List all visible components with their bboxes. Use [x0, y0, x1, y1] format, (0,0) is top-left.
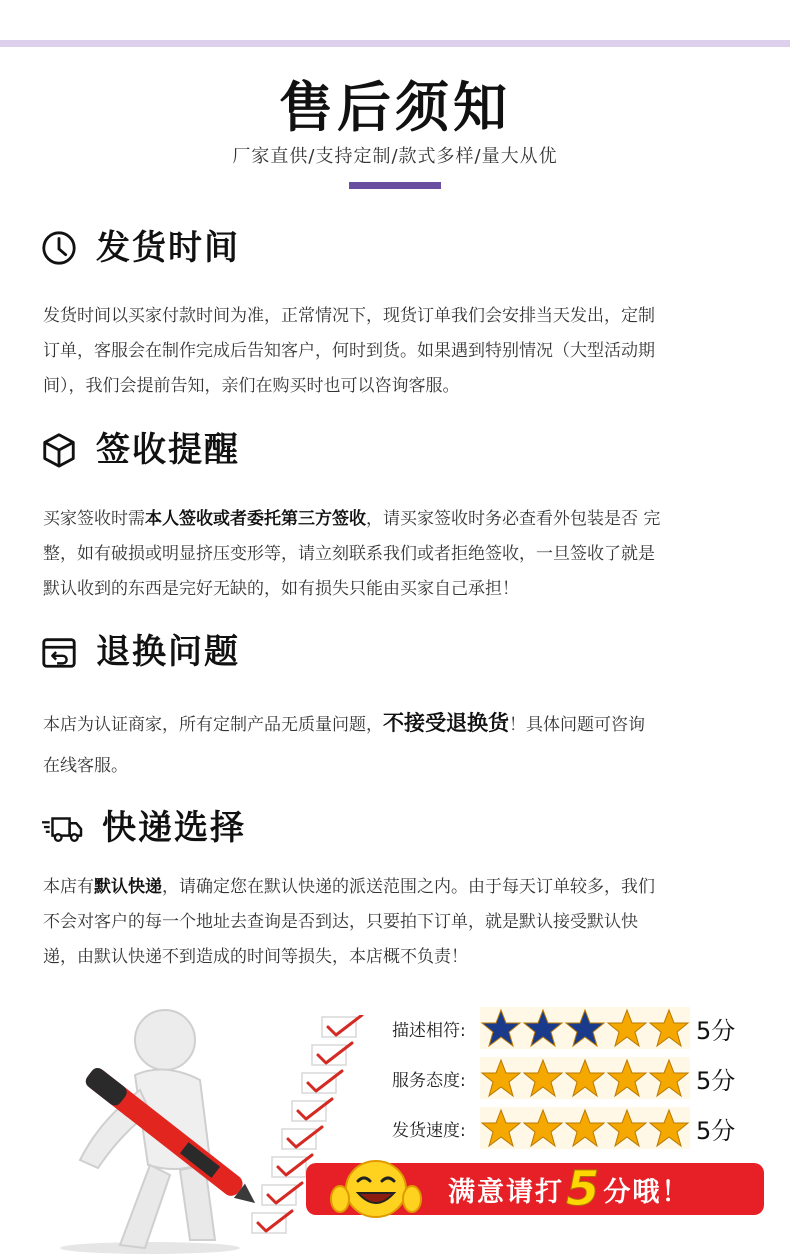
- star-icon: [480, 1007, 522, 1049]
- star-icon: [564, 1007, 606, 1049]
- rating-label: 服务态度:: [392, 1070, 466, 1091]
- rating-score: 5分: [696, 1016, 736, 1045]
- star-icon: [606, 1007, 648, 1049]
- rating-label: 发货速度:: [392, 1120, 466, 1141]
- page-title: 售后须知: [279, 76, 511, 139]
- express-emphasis: 默认快递: [94, 877, 162, 897]
- laughing-emoji-icon: [330, 1155, 422, 1221]
- page-subtitle: 厂家直供/支持定制/款式多样/量大从优: [232, 146, 558, 167]
- section-returns-header: [40, 628, 240, 676]
- section-signing-header: [40, 426, 240, 474]
- star-icon: [522, 1107, 564, 1149]
- section-shipping-header: [40, 224, 240, 272]
- cta-text-post: 分哦！: [603, 1176, 691, 1208]
- star-icon: [606, 1057, 648, 1099]
- returns-text: ！具体问题可咨询: [509, 715, 645, 735]
- cta-number: 5: [566, 1161, 602, 1217]
- returns-text: 本店为认证商家，所有定制产品无质量问题，: [43, 715, 383, 735]
- star-icon: [522, 1057, 564, 1099]
- title-underline: [349, 182, 441, 189]
- star-icon: [648, 1057, 690, 1099]
- section-shipping-title: 发货时间: [96, 228, 240, 268]
- cta-text: [448, 1163, 690, 1215]
- star-rating: [480, 1057, 690, 1099]
- section-returns-title: 退换问题: [96, 632, 240, 672]
- returns-line: 在线客服。: [43, 756, 128, 776]
- figure-with-pen-illustration: [40, 1000, 260, 1255]
- star-rating: [480, 1107, 690, 1149]
- shipping-line: 订单，客服会在制作完成后告知客户，何时到货。如果遇到特别情况（大型活动期: [43, 341, 655, 361]
- star-icon: [606, 1107, 648, 1149]
- star-icon: [648, 1007, 690, 1049]
- rating-score: 5分: [696, 1066, 736, 1095]
- section-signing-text: [43, 502, 753, 607]
- top-decor-bar: [0, 40, 790, 47]
- star-icon: [480, 1107, 522, 1149]
- section-express-title: 快递选择: [102, 808, 246, 848]
- star-icon: [564, 1107, 606, 1149]
- signing-line: 整，如有破损或明显挤压变形等，请立刻联系我们或者拒绝签收，一旦签收了就是: [43, 544, 655, 564]
- returns-emphasis: 不接受退换货: [383, 711, 509, 735]
- star-icon: [522, 1007, 564, 1049]
- shipping-line: 间），我们会提前告知，亲们在购买时也可以咨询客服。: [43, 376, 460, 396]
- star-icon: [564, 1057, 606, 1099]
- cta-text-pre: 满意请打: [448, 1176, 564, 1208]
- signing-text: ，请买家签收时务必查看外包装是否 完: [366, 509, 661, 529]
- section-signing-title: 签收提醒: [96, 430, 240, 470]
- signing-text: 买家签收时需: [43, 509, 145, 529]
- package-icon: [40, 431, 78, 469]
- star-icon: [480, 1057, 522, 1099]
- shipping-line: 发货时间以买家付款时间为准，正常情况下，现货订单我们会安排当天发出，定制: [43, 306, 655, 326]
- rating-score: 5分: [696, 1116, 736, 1145]
- truck-icon: [40, 809, 84, 847]
- express-text: 本店有: [43, 877, 94, 897]
- section-express-text: [43, 870, 753, 975]
- express-line: 不会对客户的每一个地址去查询是否到达，只要拍下订单，就是默认接受默认快: [43, 912, 638, 932]
- express-text: ，请确定您在默认快递的派送范围之内。由于每天订单较多，我们: [162, 877, 655, 897]
- star-rating: [480, 1007, 690, 1049]
- rating-row-description: [392, 1006, 735, 1050]
- return-icon: [40, 633, 78, 671]
- section-returns-text: [43, 706, 753, 784]
- star-icon: [648, 1107, 690, 1149]
- signing-emphasis: 本人签收或者委托第三方签收: [145, 509, 366, 529]
- rating-row-delivery: [392, 1106, 735, 1150]
- section-express-header: [40, 804, 246, 852]
- signing-line: 默认收到的东西是完好无缺的，如有损失只能由买家自己承担！: [43, 579, 519, 599]
- clock-icon: [40, 229, 78, 267]
- rating-row-service: [392, 1056, 735, 1100]
- section-shipping-text: [43, 299, 753, 404]
- express-line: 递，由默认快递不到造成的时间等损失，本店概不负责！: [43, 947, 468, 967]
- rating-label: 描述相符:: [392, 1020, 466, 1041]
